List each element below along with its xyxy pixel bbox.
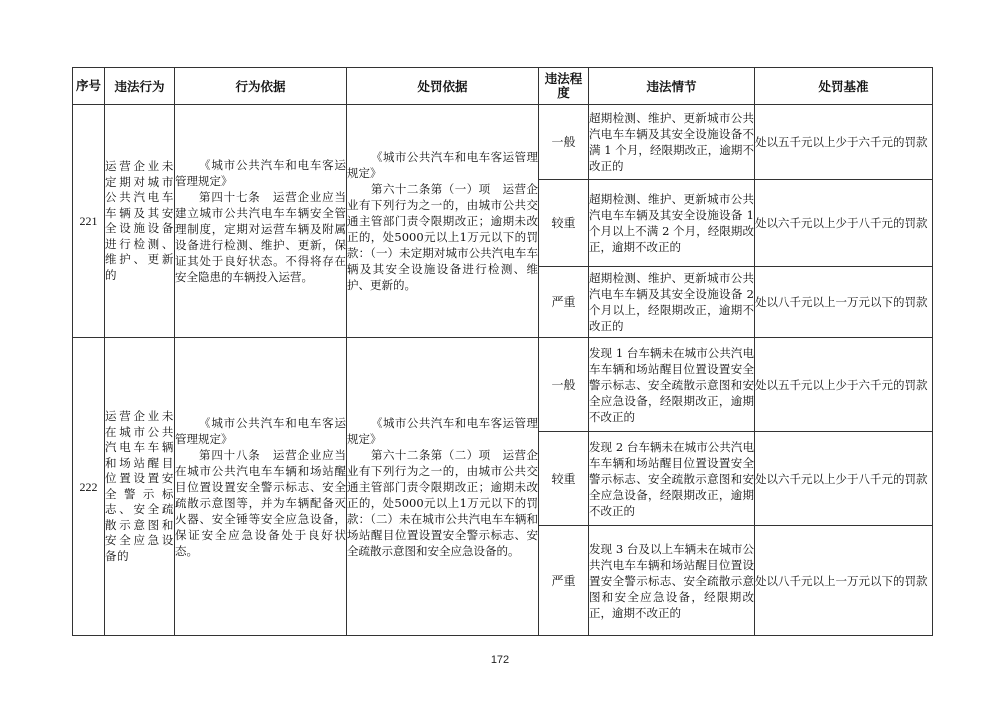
header-standard: 处罚基准 — [755, 68, 933, 105]
penalty-article: 第六十二条第（二）项 运营企业有下列行为之一的，由城市公共交通主管部门责令限期改正；逾期未改正的，处5000元以上1万元以下的罚款：（二）未在城市公共汽电车车辆和场站醒目位置设置安全警示标志、安全疏散示意图和安全应急设备的。 — [347, 447, 538, 558]
header-num: 序号 — [73, 68, 105, 105]
penalty-basis — [347, 105, 539, 338]
header-circumstance: 违法情节 — [589, 68, 755, 105]
table-row — [73, 338, 933, 432]
standard-cell: 处以六千元以上少于八千元的罚款 — [755, 180, 933, 267]
basis-article: 第四十八条 运营企业应当在城市公共汽电车车辆和场站醒目位置设置安全警示标志、安全疏散示意图等，并为车辆配备灭火器、安全锤等安全应急设备，保证安全应急设备处于良好状态。 — [175, 447, 346, 558]
standard-cell: 处以五千元以上少于六千元的罚款 — [755, 105, 933, 180]
penalty-article: 第六十二条第（一）项 运营企业有下列行为之一的，由城市公共交通主管部门责令限期改正；逾期未改正的，处5000元以上1万元以下的罚款：（一）未定期对城市公共汽电车车辆及其安全设施设备进行检测、维护、更新的。 — [347, 182, 538, 292]
degree-cell: 一般 — [539, 338, 589, 432]
degree-cell: 较重 — [539, 180, 589, 267]
row-number: 222 — [73, 338, 105, 636]
conduct-basis — [175, 105, 347, 338]
conduct-basis — [175, 338, 347, 636]
standard-cell: 处以八千元以上一万元以下的罚款 — [755, 267, 933, 338]
basis-document: 《城市公共汽车和电车客运管理规定》 — [175, 415, 346, 446]
standard-cell: 处以五千元以上少于六千元的罚款 — [755, 338, 933, 432]
page-number: 172 — [490, 654, 510, 666]
table-row — [73, 105, 933, 180]
circumstance-cell: 发现 3 台及以上车辆未在城市公共汽电车车辆和场站醒目位置设置安全警示标志、安全疏散示意图和安全应急设备，经限期改正，逾期不改正的 — [589, 526, 755, 636]
basis-article: 第四十七条 运营企业应当建立城市公共汽电车车辆安全管理制度，定期对运营车辆及附属设备进行检测、维护、更新，保证其处于良好状态。不得将存在安全隐患的车辆投入运营。 — [175, 190, 346, 284]
circumstance-cell: 发现 1 台车辆未在城市公共汽电车车辆和场站醒目位置设置安全警示标志、安全疏散示意图和安全应急设备，经限期改正，逾期不改正的 — [589, 338, 755, 432]
penalty-basis — [347, 338, 539, 636]
penalty-document: 《城市公共汽车和电车客运管理规定》 — [347, 415, 538, 446]
standard-cell: 处以六千元以上少于八千元的罚款 — [755, 432, 933, 526]
penalty-standard-table — [72, 67, 933, 636]
degree-cell: 严重 — [539, 526, 589, 636]
circumstance-cell: 超期检测、维护、更新城市公共汽电车车辆及其安全设施设备 2 个月以上，经限期改正，逾期不改正的 — [589, 267, 755, 338]
penalty-document: 《城市公共汽车和电车客运管理规定》 — [347, 150, 538, 180]
header-act: 违法行为 — [105, 68, 175, 105]
degree-cell: 较重 — [539, 432, 589, 526]
header-row — [73, 68, 933, 105]
violation-act: 运营企业未定期对城市公共汽电车车辆及其安全设施设备进行检测、维护、更新的 — [105, 105, 175, 338]
violation-act: 运营企业未在城市公共汽电车车辆和场站醒目位置设置安全警示标志、安全疏散示意图和安全应急设备的 — [105, 338, 175, 636]
circumstance-cell: 超期检测、维护、更新城市公共汽电车车辆及其安全设施设备 1 个月以上不满 2 个月，经限期改正，逾期不改正的 — [589, 180, 755, 267]
standard-cell: 处以八千元以上一万元以下的罚款 — [755, 526, 933, 636]
header-penalty-basis: 处罚依据 — [347, 68, 539, 105]
row-number: 221 — [73, 105, 105, 338]
circumstance-cell: 发现 2 台车辆未在城市公共汽电车车辆和场站醒目位置设置安全警示标志、安全疏散示意图和安全应急设备，经限期改正，逾期不改正的 — [589, 432, 755, 526]
header-basis: 行为依据 — [175, 68, 347, 105]
degree-cell: 严重 — [539, 267, 589, 338]
circumstance-cell: 超期检测、维护、更新城市公共汽电车车辆及其安全设施设备不满 1 个月，经限期改正，逾期不改正的 — [589, 105, 755, 180]
basis-document: 《城市公共汽车和电车客运管理规定》 — [175, 158, 346, 188]
degree-cell: 一般 — [539, 105, 589, 180]
header-degree: 违法程度 — [539, 68, 589, 105]
